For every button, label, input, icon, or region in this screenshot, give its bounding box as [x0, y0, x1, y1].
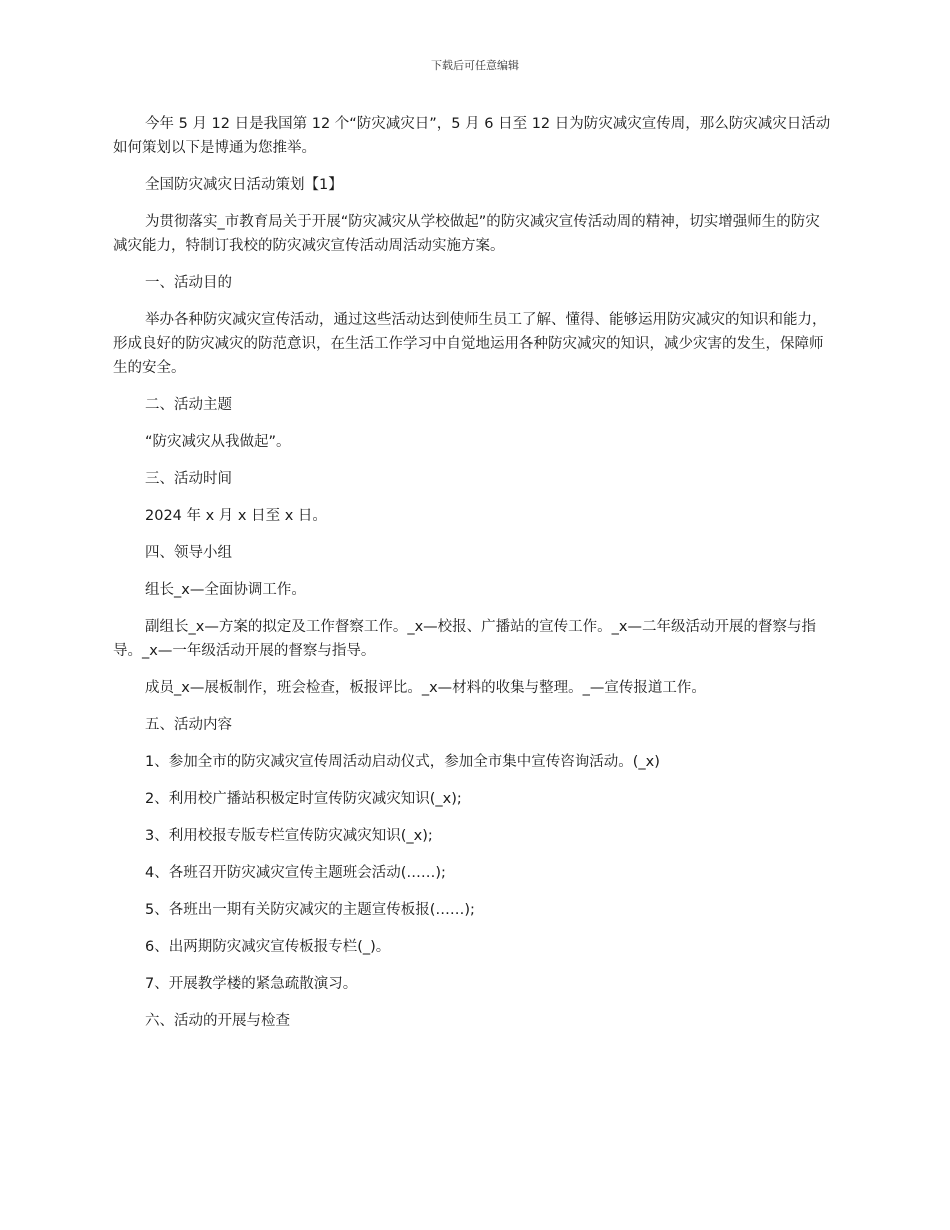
section-heading-purpose: 一、活动目的	[145, 275, 232, 291]
section-heading-implementation: 六、活动的开展与检查	[145, 1013, 290, 1029]
paragraph-time: 2024 年 x 月 x 日至 x 日。	[145, 508, 327, 524]
paragraph-intro: 今年 5 月 12 日是我国第 12 个“防灾减灾日”，5 月 6 日至 12 日为防灾减灾宣传周，那么防灾减灾日活动如何策划以下是博通为您推举。	[113, 116, 831, 156]
section-heading-time: 三、活动时间	[145, 471, 232, 487]
list-item-2: 2、利用校广播站积极定时宣传防灾减灾知识(_x);	[145, 791, 462, 807]
section-heading-content: 五、活动内容	[145, 717, 232, 733]
list-item-6: 6、出两期防灾减灾宣传板报专栏(_)。	[145, 939, 391, 955]
document-body	[113, 112, 833, 1046]
section-heading-theme: 二、活动主题	[145, 397, 232, 413]
paragraph-purpose: 举办各种防灾减灾宣传活动，通过这些活动达到使师生员工了解、懂得、能够运用防灾减灾的知识和能力，形成良好的防灾减灾的防范意识，在生活工作学习中自觉地运用各种防灾减灾的知识，减少灾害的发生，保障师生的安全。	[113, 312, 827, 376]
paragraph-theme: “防灾减灾从我做起”。	[145, 434, 291, 450]
list-item-7: 7、开展教学楼的紧急疏散演习。	[145, 976, 358, 992]
paragraph-background: 为贯彻落实_市教育局关于开展“防灾减灾从学校做起”的防灾减灾宣传活动周的精神，切实增强师生的防灾减灾能力，特制订我校的防灾减灾宣传活动周活动实施方案。	[113, 214, 820, 254]
list-item-4: 4、各班召开防灾减灾宣传主题班会活动(……);	[145, 865, 446, 881]
paragraph-members: 成员_x—展板制作，班会检查，板报评比。_x—材料的收集与整理。_—宣传报道工作。	[145, 680, 706, 696]
list-item-1: 1、参加全市的防灾减灾宣传周活动启动仪式，参加全市集中宣传咨询活动。(_x)	[145, 754, 660, 770]
paragraph-deputy-leader: 副组长_x—方案的拟定及工作督察工作。_x—校报、广播站的宣传工作。_x—二年级活动开展的督察与指导。_x—一年级活动开展的督察与指导。	[113, 619, 816, 659]
paragraph-plan-title: 全国防灾减灾日活动策划【1】	[145, 177, 343, 193]
header-note: 下载后可任意编辑	[431, 59, 519, 72]
list-item-5: 5、各班出一期有关防灾减灾的主题宣传板报(……);	[145, 902, 475, 918]
section-heading-leadership: 四、领导小组	[145, 545, 232, 561]
paragraph-leader: 组长_x—全面协调工作。	[145, 582, 306, 598]
list-item-3: 3、利用校报专版专栏宣传防灾减灾知识(_x);	[145, 828, 433, 844]
